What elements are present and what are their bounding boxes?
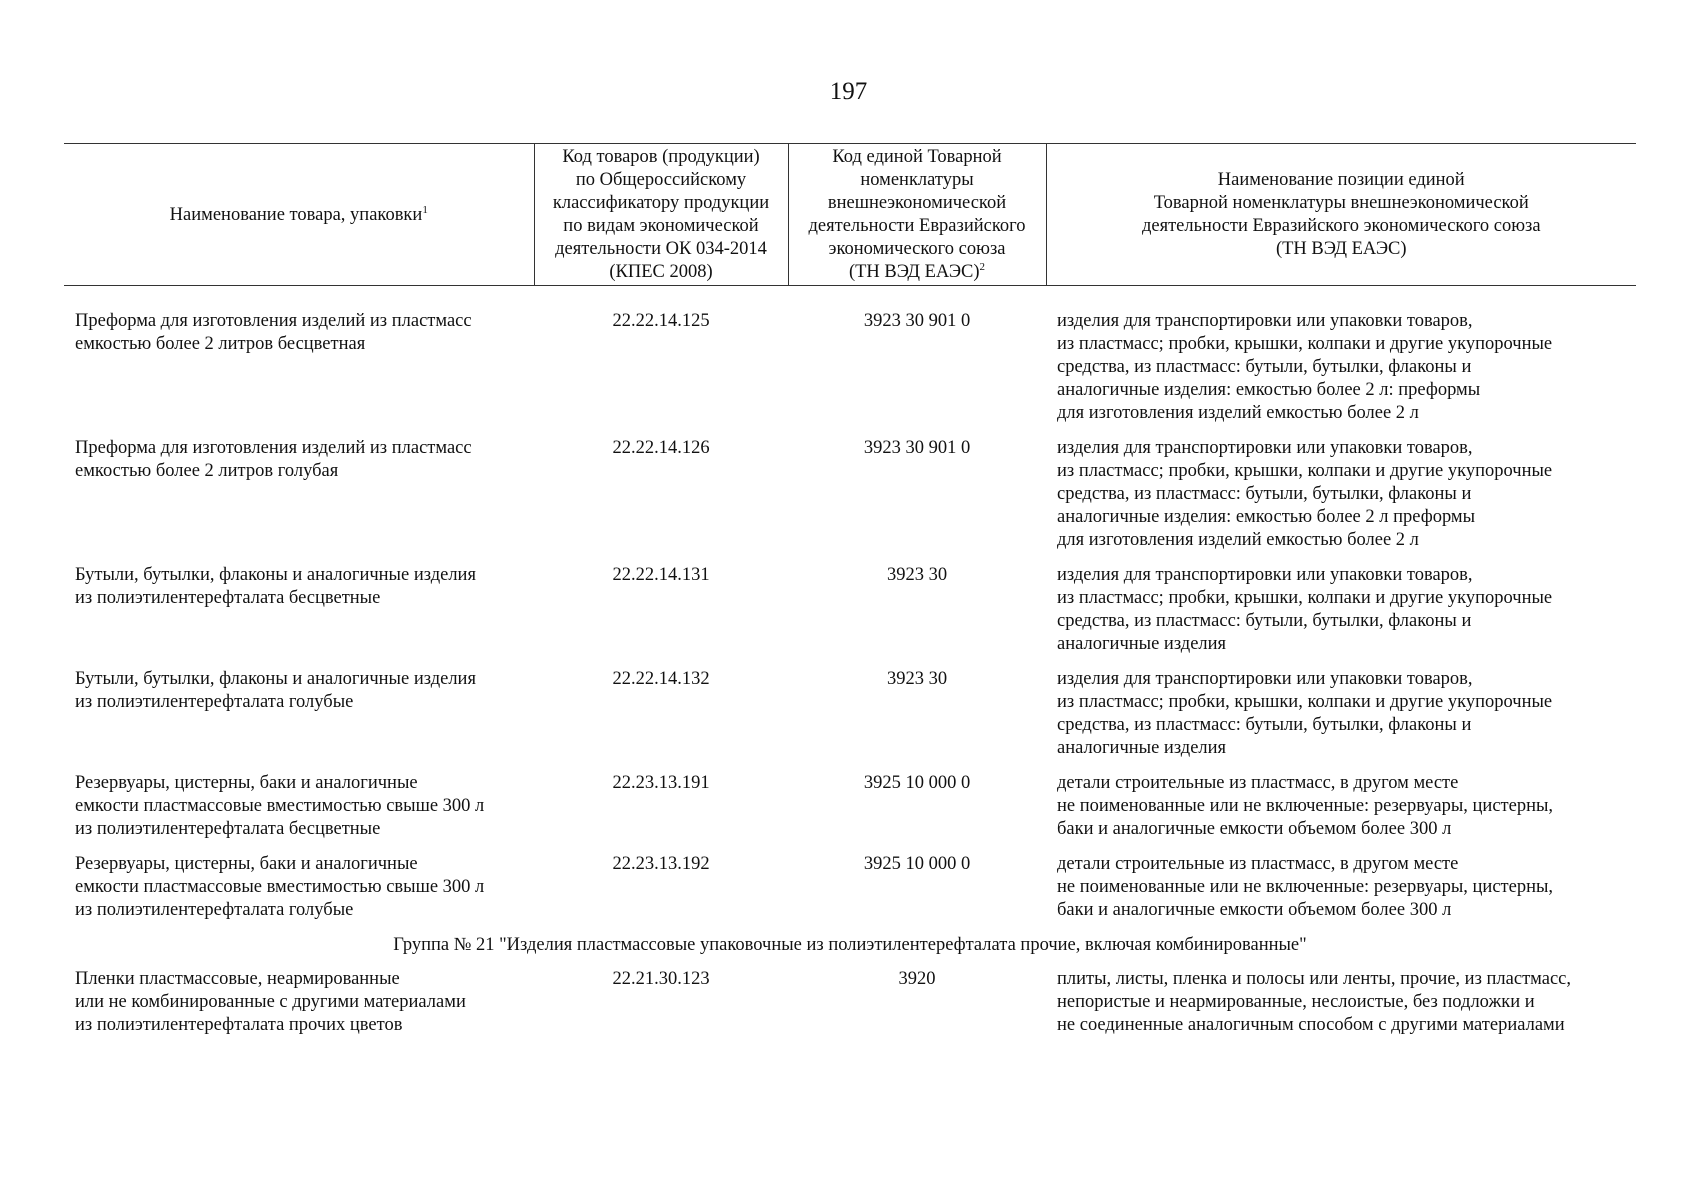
text-line: из пластмасс; пробки, крышки, колпаки и другие укупорочные bbox=[1057, 588, 1553, 608]
header-tnved-code bbox=[788, 144, 1046, 286]
text-line: не поименованные или не включенные: резервуары, цистерны, bbox=[1057, 877, 1554, 897]
tnved-description-cell bbox=[1046, 853, 1636, 934]
classification-table bbox=[64, 143, 1636, 1049]
tnved-code-cell: 3923 30 901 0 bbox=[863, 438, 971, 458]
page-number: 197 bbox=[829, 78, 868, 105]
tnved-code-cell: 3925 10 000 0 bbox=[863, 854, 971, 874]
header-okpd-code bbox=[534, 144, 788, 286]
tnved-description-cell bbox=[1046, 437, 1636, 564]
text-line: не поименованные или не включенные: резервуары, цистерны, bbox=[1057, 796, 1554, 816]
text-line: для изготовления изделий емкостью более 2 л bbox=[1057, 530, 1419, 550]
text-line: аналогичные изделия: емкостью более 2 л преформы bbox=[1057, 507, 1476, 527]
okpd-code-cell: 22.22.14.125 bbox=[612, 311, 710, 331]
header-line: деятельности Евразийского bbox=[808, 216, 1026, 236]
text-line: средства, из пластмасс: бутыли, бутылки, флаконы и bbox=[1057, 357, 1472, 377]
header-line: Код товаров (продукции) bbox=[562, 147, 760, 167]
text-line: Резервуары, цистерны, баки и аналогичные bbox=[75, 773, 418, 793]
tnved-description-cell bbox=[1046, 668, 1636, 772]
group-heading-row bbox=[64, 934, 1636, 968]
text-line: емкостью более 2 литров голубая bbox=[75, 461, 339, 481]
table-body bbox=[64, 286, 1636, 1050]
product-name-cell bbox=[64, 968, 534, 1049]
header-line: Код единой Товарной bbox=[832, 147, 1002, 167]
text-line: Бутыли, бутылки, флаконы и аналогичные изделия bbox=[75, 669, 476, 689]
text-line: из полиэтилентерефталата бесцветные bbox=[75, 819, 381, 839]
header-line bbox=[793, 261, 1042, 284]
group-heading: Группа № 21 "Изделия пластмассовые упаковочные из полиэтилентерефталата прочие, включая комбинированные" bbox=[393, 935, 1307, 955]
text-line: аналогичные изделия bbox=[1057, 634, 1227, 654]
text-line: из полиэтилентерефталата голубые bbox=[75, 900, 354, 920]
header-product-name-text: Наименование товара, упаковки bbox=[169, 204, 423, 225]
text-line: плиты, листы, пленка и полосы или ленты, прочие, из пластмасс, bbox=[1057, 969, 1571, 989]
tnved-code-cell: 3923 30 bbox=[886, 669, 948, 689]
product-name-cell bbox=[64, 772, 534, 853]
text-line: изделия для транспортировки или упаковки товаров, bbox=[1057, 565, 1473, 585]
okpd-code-cell: 22.23.13.191 bbox=[612, 773, 710, 793]
footnote-marker-1: 1 bbox=[422, 203, 428, 216]
text-line: емкости пластмассовые вместимостью свыше 300 л bbox=[75, 796, 485, 816]
header-line: экономического союза bbox=[828, 239, 1006, 259]
okpd-code-cell: 22.22.14.126 bbox=[612, 438, 710, 458]
header-line: Наименование позиции единой bbox=[1217, 170, 1465, 190]
text-line: средства, из пластмасс: бутыли, бутылки, флаконы и bbox=[1057, 611, 1472, 631]
header-line: номенклатуры bbox=[860, 170, 974, 190]
text-line: средства, из пластмасс: бутыли, бутылки, флаконы и bbox=[1057, 484, 1472, 504]
table-row bbox=[64, 853, 1636, 934]
header-line: Товарной номенклатуры внешнеэкономической bbox=[1153, 193, 1529, 213]
text-line: средства, из пластмасс: бутыли, бутылки, флаконы и bbox=[1057, 715, 1472, 735]
header-line: (КПЕС 2008) bbox=[609, 262, 713, 282]
text-line: из пластмасс; пробки, крышки, колпаки и другие укупорочные bbox=[1057, 334, 1553, 354]
header-product-name bbox=[64, 144, 534, 286]
text-line: Пленки пластмассовые, неармированные bbox=[75, 969, 400, 989]
tnved-description-cell bbox=[1046, 968, 1636, 1049]
header-line: по видам экономической bbox=[563, 216, 759, 236]
table-row bbox=[64, 668, 1636, 772]
text-line: Преформа для изготовления изделий из пластмасс bbox=[75, 438, 472, 458]
text-line: емкостью более 2 литров бесцветная bbox=[75, 334, 366, 354]
text-line: не соединенные аналогичным способом с другими материалами bbox=[1057, 1015, 1565, 1035]
text-line: Бутыли, бутылки, флаконы и аналогичные изделия bbox=[75, 565, 476, 585]
product-name-cell bbox=[64, 668, 534, 772]
text-line: изделия для транспортировки или упаковки товаров, bbox=[1057, 669, 1473, 689]
header-line: классификатору продукции bbox=[552, 193, 770, 213]
text-line: Резервуары, цистерны, баки и аналогичные bbox=[75, 854, 418, 874]
text-line: из полиэтилентерефталата голубые bbox=[75, 692, 354, 712]
table-row bbox=[64, 772, 1636, 853]
header-line: внешнеэкономической bbox=[827, 193, 1007, 213]
okpd-code-cell: 22.23.13.192 bbox=[612, 854, 710, 874]
table-row bbox=[64, 437, 1636, 564]
text-line: из полиэтилентерефталата прочих цветов bbox=[75, 1015, 403, 1035]
text-line: баки и аналогичные емкости объемом более 300 л bbox=[1057, 900, 1452, 920]
text-line: изделия для транспортировки или упаковки товаров, bbox=[1057, 438, 1473, 458]
text-line: детали строительные из пластмасс, в другом месте bbox=[1057, 854, 1459, 874]
product-name-cell bbox=[64, 437, 534, 564]
tnved-code-cell: 3920 bbox=[898, 969, 936, 989]
text-line: непористые и неармированные, неслоистые, без подложки и bbox=[1057, 992, 1535, 1012]
header-line: (ТН ВЭД ЕАЭС) bbox=[1275, 239, 1407, 259]
text-line: изделия для транспортировки или упаковки товаров, bbox=[1057, 311, 1473, 331]
text-line: из пластмасс; пробки, крышки, колпаки и другие укупорочные bbox=[1057, 461, 1553, 481]
tnved-description-cell bbox=[1046, 564, 1636, 668]
text-line: аналогичные изделия: емкостью более 2 л: преформы bbox=[1057, 380, 1481, 400]
tnved-code-cell: 3923 30 bbox=[886, 565, 948, 585]
text-line: или не комбинированные с другими материалами bbox=[75, 992, 466, 1012]
header-line: деятельности Евразийского экономического союза bbox=[1141, 216, 1541, 236]
text-line: аналогичные изделия bbox=[1057, 738, 1227, 758]
table-row bbox=[64, 564, 1636, 668]
header-line: по Общероссийскому bbox=[575, 170, 747, 190]
footnote-marker-2: 2 bbox=[979, 260, 986, 273]
tnved-code-cell: 3923 30 901 0 bbox=[863, 311, 971, 331]
text-line: из пластмасс; пробки, крышки, колпаки и другие укупорочные bbox=[1057, 692, 1553, 712]
okpd-code-cell: 22.22.14.131 bbox=[612, 565, 710, 585]
header-line-text: (ТН ВЭД ЕАЭС) bbox=[848, 262, 980, 282]
product-name-cell bbox=[64, 853, 534, 934]
tnved-code-cell: 3925 10 000 0 bbox=[863, 773, 971, 793]
product-name-cell bbox=[64, 564, 534, 668]
header-line: деятельности ОК 034-2014 bbox=[555, 239, 767, 259]
table-row bbox=[64, 968, 1636, 1049]
text-line: баки и аналогичные емкости объемом более 300 л bbox=[1057, 819, 1452, 839]
okpd-code-cell: 22.21.30.123 bbox=[612, 969, 710, 989]
text-line: детали строительные из пластмасс, в другом месте bbox=[1057, 773, 1459, 793]
tnved-description-cell bbox=[1046, 286, 1636, 438]
okpd-code-cell: 22.22.14.132 bbox=[612, 669, 710, 689]
text-line: емкости пластмассовые вместимостью свыше 300 л bbox=[75, 877, 485, 897]
text-line: для изготовления изделий емкостью более 2 л bbox=[1057, 403, 1419, 423]
tnved-description-cell bbox=[1046, 772, 1636, 853]
header-tnved-position-name bbox=[1046, 144, 1636, 286]
text-line: из полиэтилентерефталата бесцветные bbox=[75, 588, 381, 608]
table-row bbox=[64, 286, 1636, 438]
table-header-row bbox=[64, 144, 1636, 286]
text-line: Преформа для изготовления изделий из пластмасс bbox=[75, 311, 472, 331]
product-name-cell bbox=[64, 286, 534, 438]
